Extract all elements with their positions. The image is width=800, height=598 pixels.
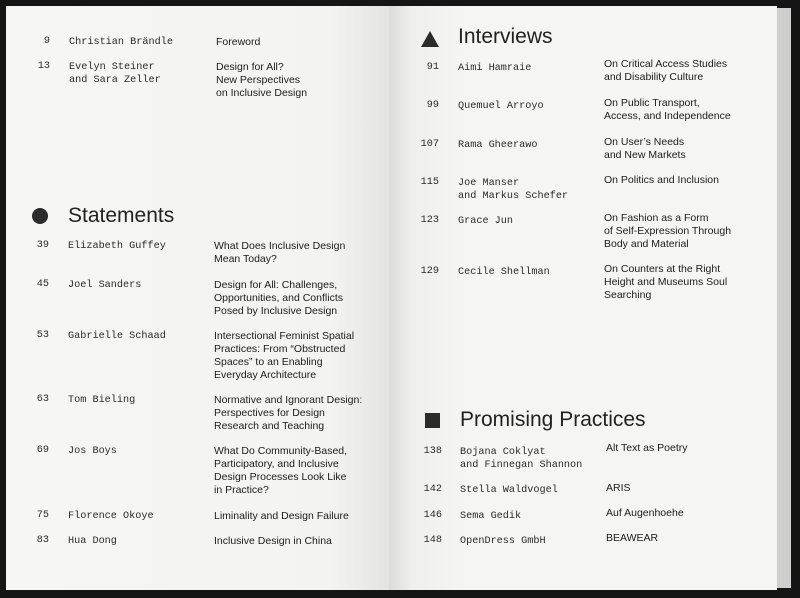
author-name: Florence Okoye xyxy=(68,511,154,522)
page-number: 115 xyxy=(420,177,439,188)
author-name: Gabrielle Schaad xyxy=(68,331,166,342)
author-name: Hua Dong xyxy=(68,536,117,547)
entry-title: On Critical Access Studies and Disability Culture xyxy=(604,58,728,83)
entry-title: Foreword xyxy=(216,36,261,48)
page-number: 146 xyxy=(423,510,442,521)
page-number: 83 xyxy=(36,535,49,546)
author-name: OpenDress GmbH xyxy=(460,536,546,547)
author-name: Rama Gheerawo xyxy=(458,140,538,151)
entry-title: Normative and Ignorant Design: Perspectives for Design Research and Teaching xyxy=(214,394,363,432)
author-name: Stella Waldvogel xyxy=(460,485,558,496)
section-heading: Promising Practices xyxy=(460,408,646,431)
entry-title: On User’s Needs and New Markets xyxy=(604,136,686,161)
page-number: 69 xyxy=(36,445,49,456)
entry-title: Design for All: Challenges, Opportunities, and Conflicts Posed by Inclusive Design xyxy=(214,279,343,317)
author-name: Grace Jun xyxy=(458,216,514,227)
author-name: Sema Gedik xyxy=(460,511,522,522)
circle-icon xyxy=(32,208,48,224)
author-name: Quemuel Arroyo xyxy=(458,101,544,112)
entry-title: Intersectional Feminist Spatial Practices: From “Obstructed Spaces” to an Enabling Everyday Architecture xyxy=(214,330,355,381)
author-name: Bojana Coklyat and Finnegan Shannon xyxy=(460,447,583,471)
entry-title: ARIS xyxy=(606,482,631,494)
entry-title: What Do Community-Based, Participatory, and Inclusive Design Processes Look Like in Practice? xyxy=(214,445,348,496)
entry-title: BEAWEAR xyxy=(606,532,659,544)
section-heading: Statements xyxy=(68,204,175,227)
author-name: Joel Sanders xyxy=(68,280,142,291)
author-name: Jos Boys xyxy=(68,446,117,457)
author-name: Aimi Hamraie xyxy=(458,63,532,74)
page-number: 75 xyxy=(36,510,49,521)
page-number: 63 xyxy=(36,394,49,405)
page-number: 91 xyxy=(426,62,439,73)
author-name: Christian Brändle xyxy=(69,37,173,48)
page-edges xyxy=(777,8,791,588)
page-number: 129 xyxy=(420,266,439,277)
page-number: 9 xyxy=(43,36,50,47)
page-number: 45 xyxy=(36,279,49,290)
author-name: Evelyn Steiner and Sara Zeller xyxy=(69,62,161,86)
entry-title: Auf Augenhoehe xyxy=(606,507,684,519)
page-number: 13 xyxy=(37,61,50,72)
page-number: 142 xyxy=(423,484,442,495)
page-number: 99 xyxy=(426,100,439,111)
author-name: Joe Manser and Markus Schefer xyxy=(458,178,569,202)
page-number: 138 xyxy=(423,446,442,457)
entry-title: Alt Text as Poetry xyxy=(606,442,688,454)
entry-title: Liminality and Design Failure xyxy=(214,510,349,522)
entry-title: What Does Inclusive Design Mean Today? xyxy=(214,240,346,265)
author-name: Tom Bieling xyxy=(68,395,136,406)
entry-title: On Fashion as a Form of Self-Expression Through Body and Material xyxy=(604,212,732,250)
entry-title: On Public Transport, Access, and Independence xyxy=(604,97,731,122)
page-number: 39 xyxy=(36,240,49,251)
page-number: 107 xyxy=(420,139,439,150)
page-number: 148 xyxy=(423,535,442,546)
entry-title: On Politics and Inclusion xyxy=(604,174,719,186)
page-number: 53 xyxy=(36,330,49,341)
entry-title: Design for All? New Perspectives on Inclusive Design xyxy=(216,61,308,99)
entry-title: On Counters at the Right Height and Museums Soul Searching xyxy=(604,263,728,301)
author-name: Cecile Shellman xyxy=(458,267,550,278)
square-icon xyxy=(425,413,440,428)
triangle-icon xyxy=(421,31,439,47)
entry-title: Inclusive Design in China xyxy=(214,535,332,547)
author-name: Elizabeth Guffey xyxy=(68,241,166,252)
page-number: 123 xyxy=(420,215,439,226)
section-heading: Interviews xyxy=(458,25,553,48)
